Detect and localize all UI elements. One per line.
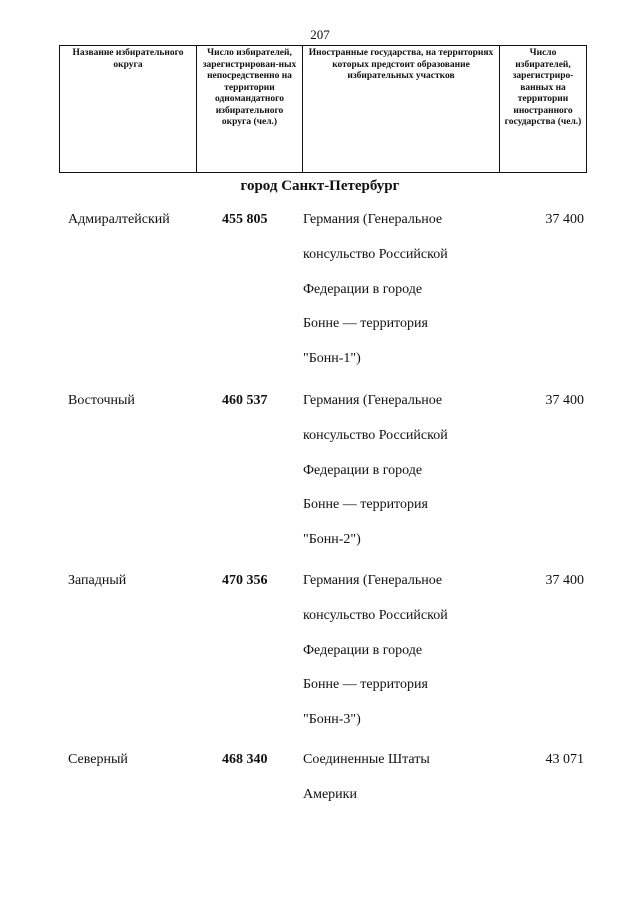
foreign-state-line: Германия (Генеральное <box>303 393 443 408</box>
foreign-state-line: Федерации в городе <box>303 281 423 297</box>
foreign-state-description <box>303 564 503 738</box>
city-title: город Санкт-Петербург <box>240 178 400 194</box>
header-voters-domestic: Число избирателей, зарегистрирован-ных непосредственно на территории одномандатного избирательного округа (чел.) <box>197 46 303 173</box>
foreign-voter-count: 37 400 <box>545 393 584 408</box>
header-voters-foreign: Число избирателей, зарегистриро-ванных на территории иностранного государства (чел.) <box>500 46 587 173</box>
foreign-state-description <box>303 384 503 558</box>
district-name: Восточный <box>68 393 135 408</box>
domestic-voter-count: 460 537 <box>222 393 268 408</box>
foreign-state-line: Бонне — территория <box>303 497 428 513</box>
foreign-state-line: Бонне — территория <box>303 677 428 693</box>
header-foreign-states: Иностранные государства, на территориях которых предстоит образование избирательных участков <box>303 46 500 173</box>
page-number: 207 <box>310 27 330 42</box>
domestic-voter-count: 468 340 <box>222 752 268 767</box>
foreign-state-line: Федерации в городе <box>303 642 423 658</box>
foreign-voter-count: 37 400 <box>545 573 584 588</box>
domestic-voter-count: 455 805 <box>222 212 268 227</box>
foreign-state-description <box>303 203 503 377</box>
foreign-state-line: Федерации в городе <box>303 462 423 478</box>
district-name: Западный <box>68 573 127 588</box>
foreign-state-line: консульство Российской <box>303 246 448 262</box>
foreign-state-line: консульство Российской <box>303 607 448 623</box>
foreign-voter-count: 37 400 <box>545 212 584 227</box>
header-row <box>60 46 587 173</box>
column-header-table <box>59 45 587 173</box>
foreign-state-line: Бонне — территория <box>303 316 428 332</box>
foreign-state-line: Германия (Генеральное <box>303 212 443 227</box>
foreign-state-line: Америки <box>303 786 357 802</box>
foreign-state-line: консульство Российской <box>303 427 448 443</box>
district-name: Адмиралтейский <box>68 212 170 227</box>
foreign-state-line: Соединенные Штаты <box>303 752 430 767</box>
foreign-state-line: "Бонн-2") <box>303 532 361 548</box>
foreign-state-line: "Бонн-1") <box>303 351 361 367</box>
foreign-state-line: Германия (Генеральное <box>303 573 443 588</box>
foreign-state-line: "Бонн-3") <box>303 712 361 728</box>
foreign-voter-count: 43 071 <box>545 752 584 767</box>
domestic-voter-count: 470 356 <box>222 573 268 588</box>
header-district: Название избирательного округа <box>60 46 197 173</box>
foreign-state-description <box>303 743 503 813</box>
district-name: Северный <box>68 752 128 767</box>
